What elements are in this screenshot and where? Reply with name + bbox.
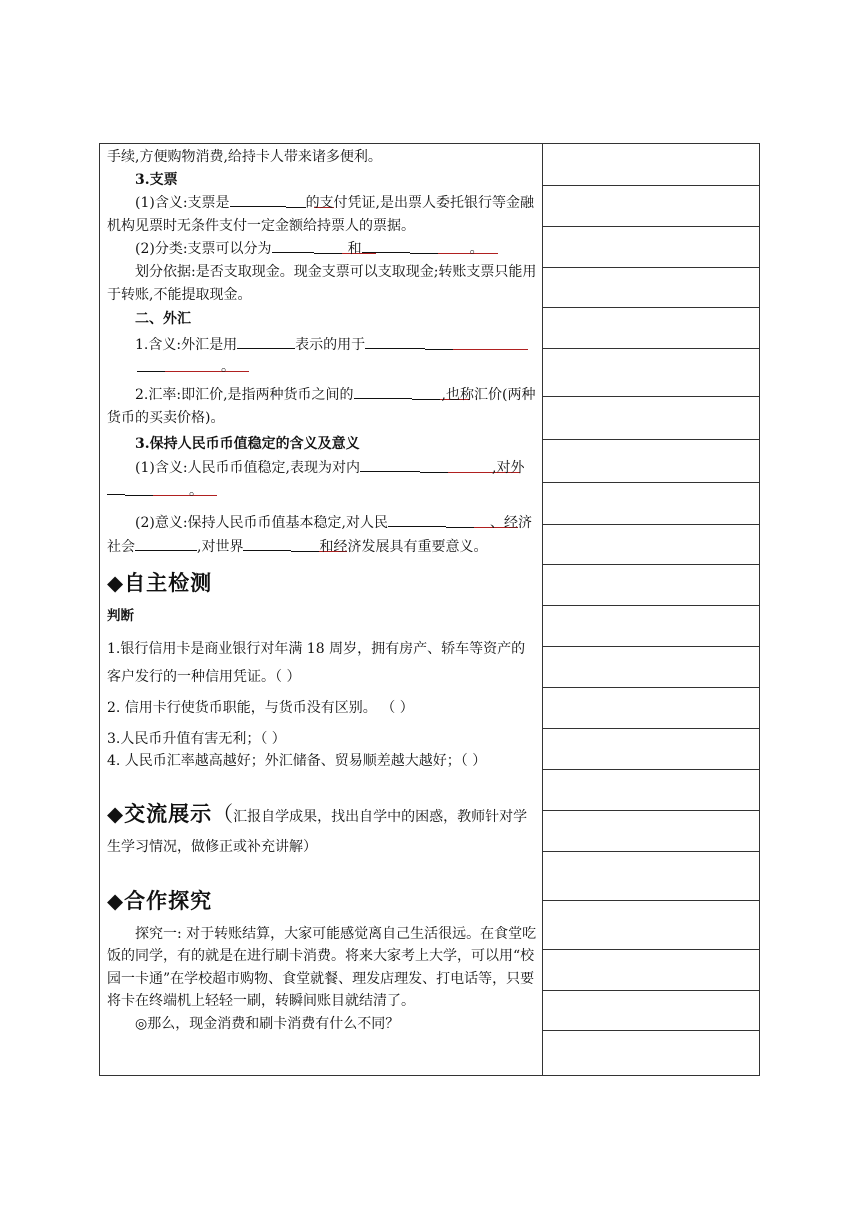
notes-row-line [542, 439, 760, 440]
fill-blank[interactable] [230, 191, 286, 207]
question-2: 2. 信用卡行使货币职能，与货币没有区别。 （ ） [107, 700, 414, 717]
notes-row-line [542, 564, 760, 565]
notes-row-line [542, 605, 760, 606]
notes-row-line [542, 1030, 760, 1031]
worksheet-content [107, 146, 537, 1036]
fill-blank[interactable] [237, 333, 295, 349]
notes-row-line [542, 990, 760, 991]
notes-row-line [542, 728, 760, 729]
notes-row-line [542, 769, 760, 770]
question-4: 4. 人民币汇率越高越好；外汇储备、贸易顺差越大越好；（ ） [107, 753, 487, 770]
notes-row-line [542, 949, 760, 950]
exchange-rate: 2.汇率:即汇价,是指两种货币之间的 ,也称汇价(两种货币的买卖价格)。 [107, 383, 537, 429]
forex-definition: 1.含义:外汇是用 表示的用于 。 [107, 333, 537, 379]
fill-blank[interactable] [365, 333, 425, 349]
fill-blank[interactable] [354, 383, 412, 399]
check-classification: (2)分类:支票可以分为 和 。 [107, 237, 537, 261]
explore-paragraph: 探究一: 对于转账结算，大家可能感觉离自己生活很远。在食堂吃饭的同学，有的就是在进行刷卡消费。将来大家考上大学，可以用“校园一卡通”在学校超市购物、食堂就餐、理发店理发、打电话等，只要将卡在终端机上轻轻一刷，转瞬间账目就结清了。 [107, 925, 537, 1010]
fill-blank[interactable] [362, 237, 410, 253]
judgement-label: 判断 [107, 607, 134, 624]
notes-row-line [542, 185, 760, 186]
notes-row-line [542, 646, 760, 647]
notes-row-line [542, 524, 760, 525]
explore-heading: ◆合作探究 [107, 889, 213, 914]
question-3: 3.人民币升值有害无利；（ ） [107, 730, 286, 747]
exchange-heading: ◆交流展示 [107, 802, 213, 827]
check-definition: (1)含义:支票是 的支付凭证,是出票人委托银行等金融机构见票时无条件支付一定金额给持票人的票据。 [107, 191, 537, 237]
fill-blank[interactable] [360, 456, 420, 472]
fill-blank[interactable] [272, 237, 314, 253]
rmb-stability-significance: (2)意义:保持人民币币值基本稳定,对人民 、经济社会 ,对世界 和经济发展具有重要意义。 [107, 511, 537, 558]
column-divider [542, 143, 543, 1076]
fill-blank[interactable] [135, 535, 197, 551]
notes-row-line [542, 900, 760, 901]
fill-blank[interactable] [243, 535, 291, 551]
notes-row-line [542, 348, 760, 349]
fill-blank[interactable] [107, 479, 125, 495]
notes-row-line [542, 267, 760, 268]
notes-row-line [542, 307, 760, 308]
notes-row-line [542, 482, 760, 483]
notes-row-line [542, 851, 760, 852]
forex-title: 二、外汇 [135, 311, 191, 328]
notes-row-line [542, 226, 760, 227]
continuation-line: 手续,方便购物消费,给持卡人带来诸多便利。 [107, 149, 382, 165]
notes-row-line [542, 810, 760, 811]
rmb-stability-definition: (1)含义:人民币币值稳定,表现为对内 ,对外。 [107, 456, 537, 503]
self-check-heading: ◆自主检测 [107, 571, 213, 596]
notes-row-line [542, 396, 760, 397]
question-1: 1.银行信用卡是商业银行对年满 18 周岁，拥有房产、轿车等资产的客户发行的一种信用凭证。（ ） [107, 641, 526, 686]
fill-blank[interactable] [388, 511, 446, 527]
exchange-section: ◆交流展示（汇报自学成果，找出自学中的困惑，教师针对学生学习情况，做修正或补充讲解） [107, 802, 528, 856]
notes-row-line [542, 687, 760, 688]
classification-basis: 划分依据:是否支取现金。现金支票可以支取现金;转账支票只能用于转账,不能提取现金。 [107, 263, 537, 303]
rmb-stability-title: 3.保持人民币币值稳定的含义及意义 [135, 436, 360, 453]
check-title: 3.支票 [135, 171, 178, 188]
exchange-note: 汇报自学成果，找出自学中的困惑，教师针对学生学习情况，做修正或补充讲解） [107, 809, 528, 856]
explore-question: ◎那么，现金消费和刷卡消费有什么不同？ [135, 1016, 400, 1033]
